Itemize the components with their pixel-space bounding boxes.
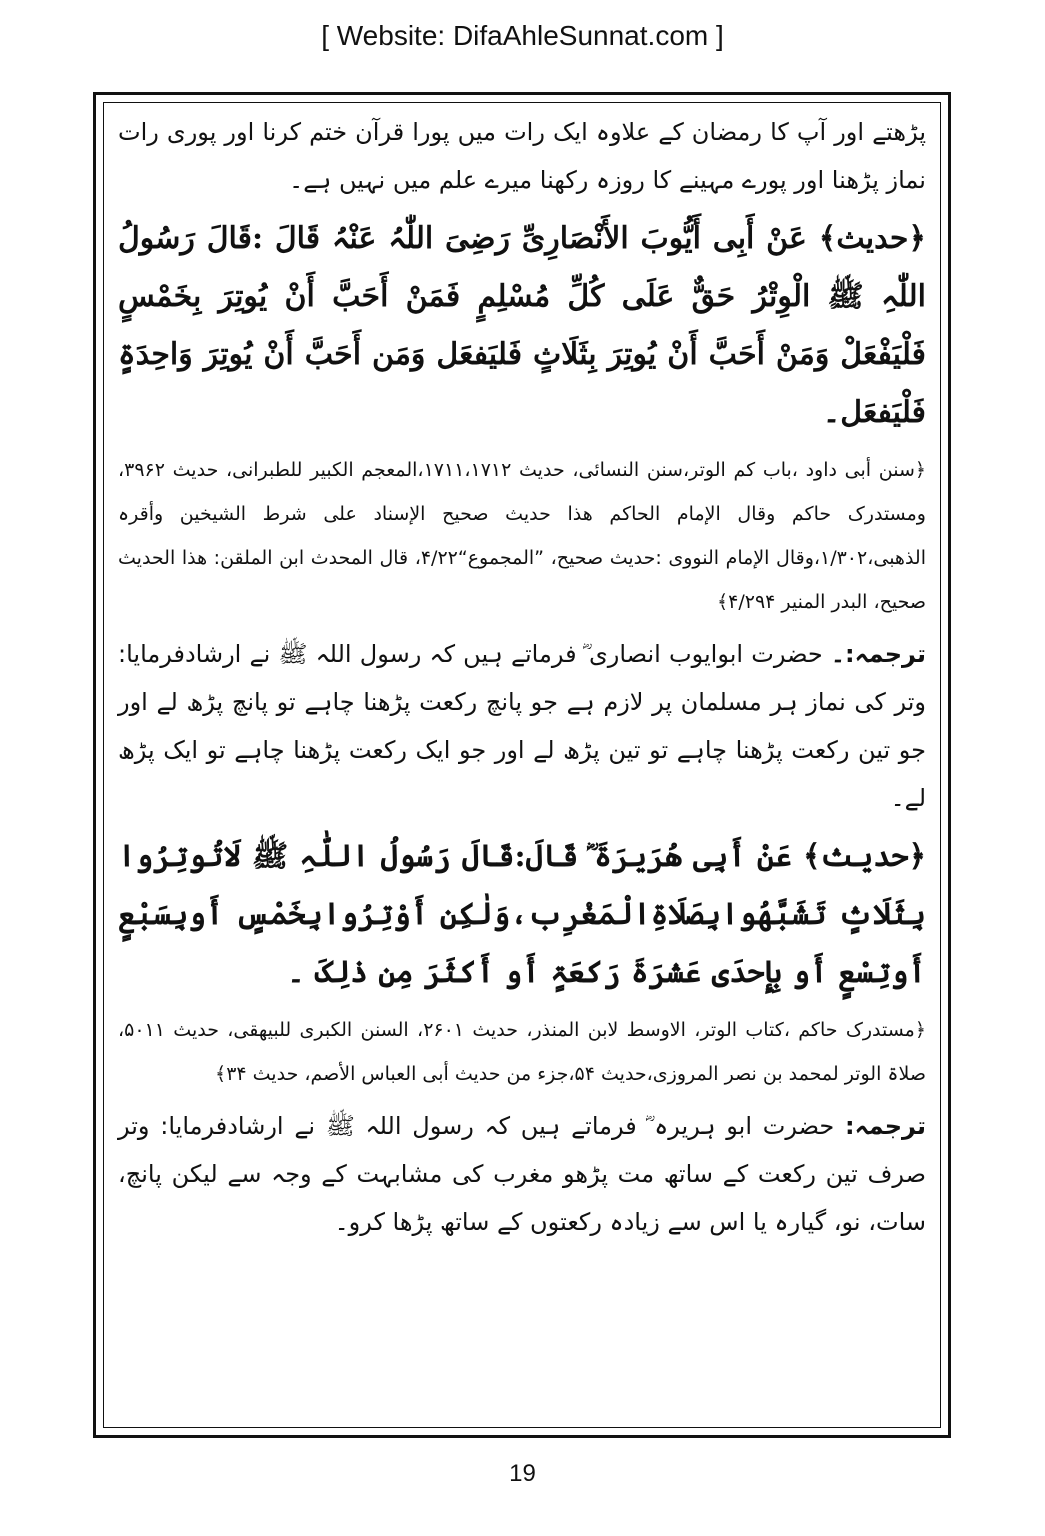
- intro-paragraph: پڑھتے اور آپ کا رمضان کے علاوہ ایک رات میں پورا قرآن ختم کرنا اور پوری رات نماز پڑھنا اور پورے مہینے کا روزہ رکھنا میرے علم میں نہیں ہے۔: [118, 118, 926, 194]
- website-header: [ Website: DifaAhleSunnat.com ]: [321, 20, 724, 51]
- hadith-2: [118, 828, 926, 1002]
- hadith-2-translation: [118, 1102, 926, 1246]
- hadith-1-arabic-text: عَنْ أَبِی أَیُّوبَ الأَنْصَارِیِّ رَضِیَ اللّٰہُ عَنْہُ قَالَ :قَالَ رَسُولُ اللّٰہِ ﷺ الْوِتْرُ حَقٌّ عَلَی کُلِّ مُسْلِمٍ فَمَنْ أَحَبَّ أَنْ یُوتِرَ بِخَمْسٍ فَلْیَفْعَلْ وَمَنْ أَحَبَّ أَنْ یُوتِرَ بِثَلَاثٍ فَلیَفعَل وَمَن أَحَبَّ أَنْ یُوتِرَ وَاحِدَۃٍ فَلْیَفعَل۔: [118, 221, 926, 430]
- hadith-1-label: ﴿حدیث﴾: [818, 221, 926, 256]
- hadith-2-translation-label: ترجمہ:: [845, 1112, 926, 1140]
- hadith-1-translation: [118, 630, 926, 822]
- hadith-2-arabic-text: عَنْ أَبِی ھُرَیرَۃَ ؓ قَالَ:قَالَ رَسُولُ اللّٰہِ ﷺ لَاتُوتِرُوا بِثَلَاثٍ تَشَبَّھُوابِصَلَاۃِالْمَغْرِب،وَلٰکِن أَوْتِرُوابِخَمْسٍ أَوبِسَبْعٍ أَوتِسْعٍ أَو بِإِحدَی عَشرَۃَ رَکعَۃٍ أَو أَکثَرَ مِن ذٰلِکَ ۔: [118, 839, 926, 990]
- page-content: [118, 108, 926, 1408]
- hadith-1-translation-label: ترجمہ:۔: [830, 640, 926, 668]
- hadith-2-label: ﴿حدیث﴾: [802, 839, 927, 874]
- hadith-1-translation-text: حضرت ابوایوب انصاری ؓ فرماتے ہیں کہ رسول اللہ ﷺ نے ارشادفرمایا: وتر کی نماز ہر مسلمان پر لازم ہے جو پانچ رکعت پڑھنا چاہے تو پانچ پڑھ لے اور جو تین رکعت پڑھنا چاہے تو تین پڑھ لے اور جو ایک رکعت پڑھنا چاہے تو ایک پڑھ لے۔: [118, 640, 926, 812]
- hadith-2-reference: ﴿مستدرک حاکم ،کتاب الوتر، الاوسط لابن المنذر، حدیث ۲۶۰۱، السنن الکبری للبیھقی، حدیث ۵۰۱۱، صلاۃ الوتر لمحمد بن نصر المروزی،حدیث ۵۴،جزء من حدیث أبی العباس الأصم، حدیث ۳۴﴾: [118, 1019, 926, 1085]
- page-number: 19: [509, 1460, 536, 1487]
- hadith-2-translation-text: حضرت ابو ہریرہ ؓ فرماتے ہیں کہ رسول اللہ ﷺ نے ارشادفرمایا: وتر صرف تین رکعت کے ساتھ مت پڑھو مغرب کی مشابہت کے وجہ سے لیکن پانچ، سات، نو، گیارہ یا اس سے زیادہ رکعتوں کے ساتھ پڑھا کرو۔: [118, 1112, 926, 1236]
- hadith-1: [118, 210, 926, 442]
- hadith-1-reference: ﴿سنن أبی داود ،باب کم الوتر،سنن النسائی، حدیث ۱۷۱۱،۱۷۱۲،المعجم الکبیر للطبرانی، حدیث ۳۹۶۲، ومستدرک حاکم وقال الإمام الحاکم ھذا حدیث صحیح الإسناد علی شرط الشیخین وأقرہ الذھبی،۱/۳۰۲،وقال الإمام النووی :حدیث صحیح، ”المجموع“۴/۲۲، قال المحدث ابن الملقن: ھذا الحدیث صحیح، البدر المنیر ۴/۲۹۴﴾: [118, 459, 926, 613]
